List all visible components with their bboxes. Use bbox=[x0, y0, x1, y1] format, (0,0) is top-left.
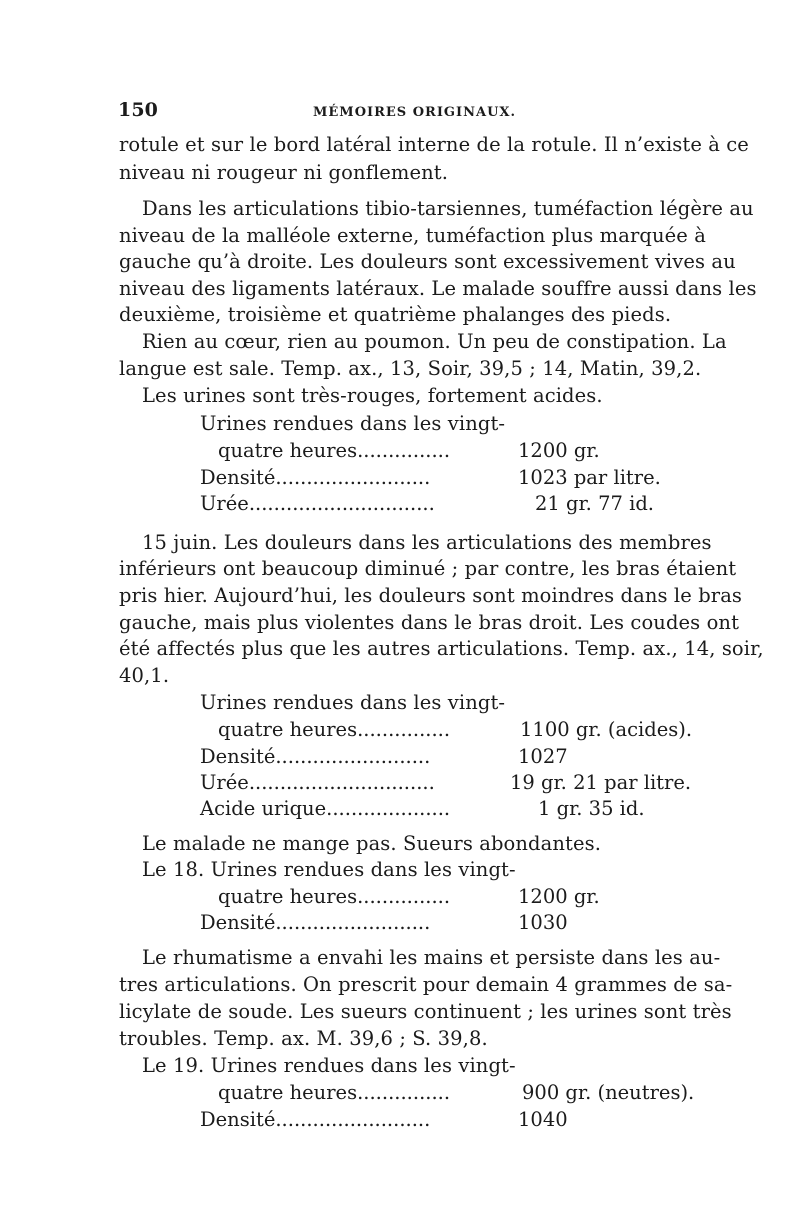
table-row bbox=[0, 466, 800, 490]
text-line: Les urines sont très-rouges, fortement acides. bbox=[142, 384, 603, 407]
table-row bbox=[0, 439, 800, 463]
row-label: quatre heures............... bbox=[218, 1081, 451, 1104]
row-label: quatre heures............... bbox=[218, 718, 451, 741]
running-title: MÉMOIRES ORIGINAUX. bbox=[313, 105, 517, 120]
row-value: 1200 gr. bbox=[518, 439, 600, 462]
table-row bbox=[0, 771, 800, 795]
page-number: 150 bbox=[118, 99, 158, 121]
text-line: niveau ni rougeur ni gonflement. bbox=[119, 161, 449, 184]
text-line: niveau de la malléole externe, tuméfaction plus marquée à bbox=[119, 224, 706, 247]
text-line: tres articulations. On prescrit pour demain 4 grammes de sa- bbox=[119, 973, 733, 996]
text-line: niveau des ligaments latéraux. Le malade souffre aussi dans les bbox=[119, 277, 757, 300]
row-label: Urée.............................. bbox=[200, 771, 435, 794]
text-line: Dans les articulations tibio-tarsiennes, tuméfaction légère au bbox=[142, 197, 754, 220]
row-value: 21 gr. 77 id. bbox=[535, 492, 654, 515]
text-line: inférieurs ont beaucoup diminué ; par contre, les bras étaient bbox=[119, 557, 737, 580]
text-line: Le rhumatisme a envahi les mains et persiste dans les au- bbox=[142, 946, 721, 969]
row-value: 1100 gr. (acides). bbox=[520, 718, 693, 741]
text-line: langue est sale. Temp. ax., 13, Soir, 39,5 ; 14, Matin, 39,2. bbox=[119, 357, 702, 380]
table-row bbox=[0, 718, 800, 742]
row-value: 1023 par litre. bbox=[518, 466, 661, 489]
text-line: été affectés plus que les autres articulations. Temp. ax., 14, soir, bbox=[119, 637, 764, 660]
row-label: Densité......................... bbox=[200, 1108, 431, 1131]
text-line: troubles. Temp. ax. M. 39,6 ; S. 39,8. bbox=[119, 1027, 488, 1050]
row-value: 1040 bbox=[518, 1108, 568, 1131]
table-row bbox=[0, 885, 800, 909]
table-row bbox=[0, 797, 800, 821]
row-label: Densité......................... bbox=[200, 911, 431, 934]
text-line: 15 juin. Les douleurs dans les articulations des membres bbox=[142, 531, 712, 554]
table-intro: Urines rendues dans les vingt- bbox=[200, 691, 506, 714]
table-row bbox=[0, 911, 800, 935]
text-line: licylate de soude. Les sueurs continuent ; les urines sont très bbox=[119, 1000, 732, 1023]
row-value: 1200 gr. bbox=[518, 885, 600, 908]
table-intro: Le 19. Urines rendues dans les vingt- bbox=[142, 1054, 516, 1077]
text-line: gauche qu’à droite. Les douleurs sont excessivement vives au bbox=[119, 250, 736, 273]
text-line: gauche, mais plus violentes dans le bras droit. Les coudes ont bbox=[119, 611, 740, 634]
text-line: rotule et sur le bord latéral interne de la rotule. Il n’existe à ce bbox=[119, 133, 749, 156]
table-row bbox=[0, 1081, 800, 1105]
table-intro: Le 18. Urines rendues dans les vingt- bbox=[142, 858, 516, 881]
row-label: quatre heures............... bbox=[218, 439, 451, 462]
row-label: Densité......................... bbox=[200, 745, 431, 768]
text-line: pris hier. Aujourd’hui, les douleurs sont moindres dans le bras bbox=[119, 584, 743, 607]
text-line: Le malade ne mange pas. Sueurs abondantes. bbox=[142, 832, 601, 855]
row-label: Urée.............................. bbox=[200, 492, 435, 515]
row-label: quatre heures............... bbox=[218, 885, 451, 908]
text-line: Rien au cœur, rien au poumon. Un peu de constipation. La bbox=[142, 330, 727, 353]
table-intro: Urines rendues dans les vingt- bbox=[200, 412, 506, 435]
row-value: 1027 bbox=[518, 745, 568, 768]
row-value: 1 gr. 35 id. bbox=[538, 797, 645, 820]
row-label: Acide urique.................... bbox=[200, 797, 451, 820]
row-label: Densité......................... bbox=[200, 466, 431, 489]
table-row bbox=[0, 492, 800, 516]
row-value: 1030 bbox=[518, 911, 568, 934]
table-row bbox=[0, 745, 800, 769]
row-value: 19 gr. 21 par litre. bbox=[510, 771, 692, 794]
text-line: deuxième, troisième et quatrième phalanges des pieds. bbox=[119, 303, 672, 326]
table-row bbox=[0, 1108, 800, 1132]
row-value: 900 gr. (neutres). bbox=[522, 1081, 695, 1104]
text-line: 40,1. bbox=[119, 664, 170, 687]
